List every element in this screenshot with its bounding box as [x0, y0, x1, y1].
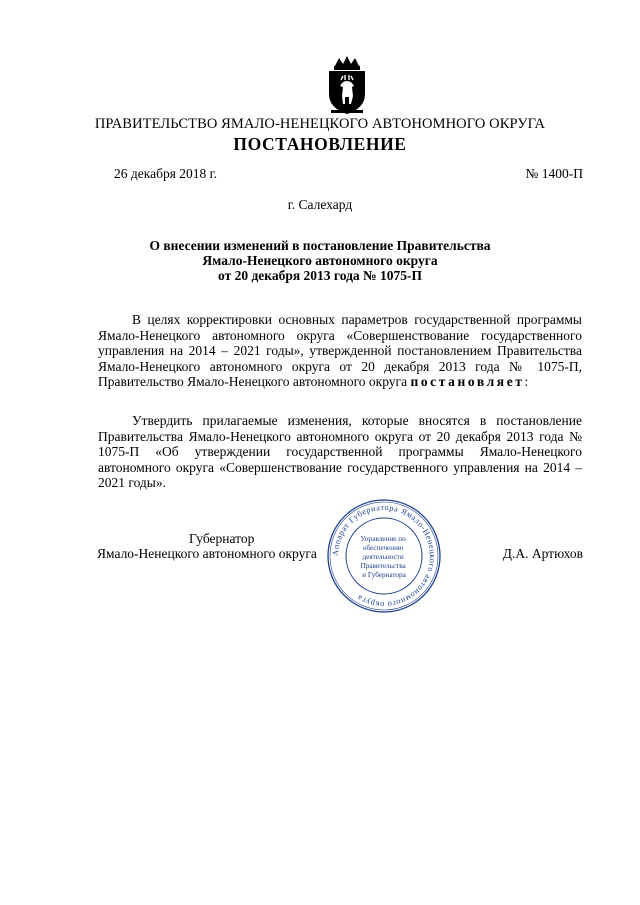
- stamp-line: Управление по: [360, 535, 406, 543]
- resolution-keyword: постановляет: [410, 374, 525, 389]
- paragraph-text: Утвердить прилагаемые изменения, которые вносятся в постановление Правительства Ямало-Ненецкого автономного округа от 20 декабря 2013 года № 1075-П «Об утверждении государственной программы Ямало-Ненецкого автономного округа «Совершенствование государственного управления на 2014 – 2021 годы».: [98, 413, 582, 490]
- svg-text:Управление по обеспечени: [360, 535, 407, 579]
- document-date: 26 декабря 2018 г.: [114, 166, 218, 181]
- stamp-ring-text: Аппарат Губернатора Ямало-Ненецкого автономного округа: [330, 502, 438, 610]
- paragraph-end: :: [524, 374, 529, 389]
- stamp-line: обеспечению: [362, 544, 404, 552]
- document-subject: [0, 238, 640, 283]
- body-paragraph: [98, 312, 582, 390]
- official-stamp: [325, 497, 443, 615]
- signatory-name: Д.А. Артюхов: [502, 546, 583, 561]
- document-city: г. Салехард: [287, 197, 353, 212]
- subject-line: Ямало-Ненецкого автономного округа: [202, 253, 438, 268]
- stamp-line: Правительства: [360, 562, 406, 570]
- government-title: ПРАВИТЕЛЬСТВО ЯМАЛО-НЕНЕЦКОГО АВТОНОМНОГО ОКРУГА: [94, 116, 546, 132]
- subject-line: О внесении изменений в постановление Правительства: [149, 238, 491, 253]
- subject-line: от 20 декабря 2013 года № 1075-П: [218, 268, 422, 283]
- stamp-line: и Губернатора: [362, 571, 406, 579]
- document-type-title: ПОСТАНОВЛЕНИЕ: [233, 134, 407, 154]
- coat-of-arms-icon: [323, 56, 371, 116]
- document-number: № 1400-П: [525, 166, 583, 181]
- body-paragraph: [98, 413, 582, 491]
- signatory-organization: Ямало-Ненецкого автономного округа: [97, 546, 317, 561]
- stamp-line: деятельности: [362, 553, 404, 561]
- paragraph-text: В целях корректировки основных параметров государственной программы Ямало-Ненецкого автономного округа «Совершенствование государственного управления на 2014 – 2021 годы», утвержденной постановлением Правительства Ямало-Ненецкого автономного округа от 20 декабря 2013 года № 1075-П, Правительство Ямало-Ненецкого автономного округа: [98, 312, 582, 389]
- signatory-title: Губернатор: [189, 531, 255, 546]
